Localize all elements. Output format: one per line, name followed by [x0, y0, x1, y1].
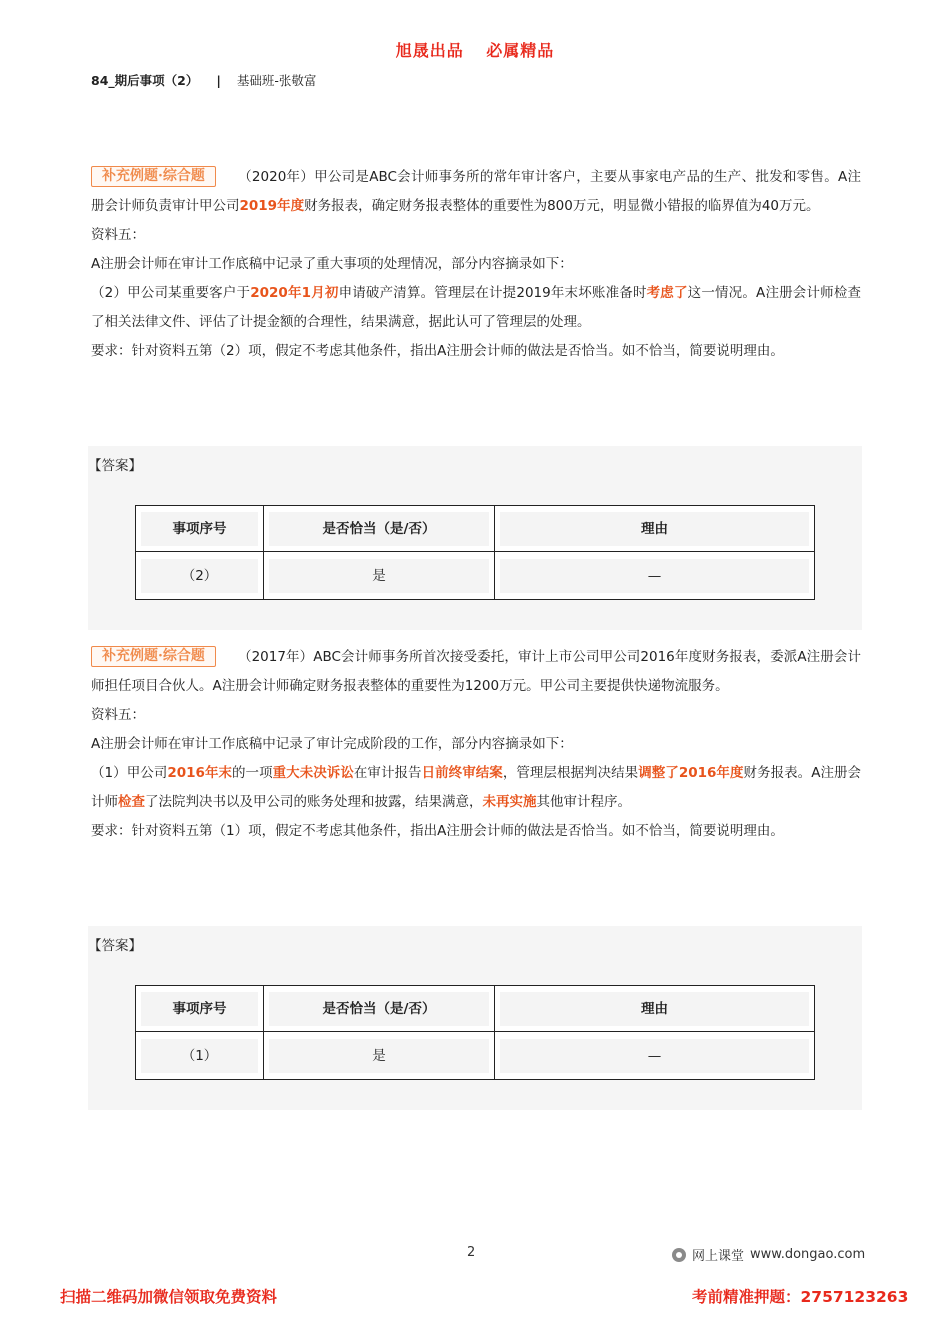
- top-banner: [0, 38, 950, 61]
- header-separator: |: [216, 72, 221, 88]
- table-header-row: [136, 986, 815, 1032]
- promo-right: 考前精准押题：2757123263: [692, 1288, 909, 1306]
- table-cell: —: [495, 552, 815, 600]
- table-cell: （2）: [136, 552, 264, 600]
- q1-material-lead: A注册会计师在审计工作底稿中记录了重大事项的处理情况，部分内容摘录如下：: [91, 256, 573, 272]
- question-1: [91, 163, 861, 366]
- lesson-title: 84_期后事项（2）: [91, 73, 199, 88]
- table-header-cell: 事项序号: [136, 506, 264, 552]
- q1-material-title: 资料五：: [91, 227, 145, 243]
- table-header-cell: 是否恰当（是/否）: [264, 506, 495, 552]
- promo-left: 扫描二维码加微信领取免费资料: [60, 1288, 278, 1306]
- table-header-cell: 理由: [495, 986, 815, 1032]
- q2-requirement: 要求：针对资料五第（1）项，假定不考虑其他条件，指出A注册会计师的做法是否恰当。如不恰当，简要说明理由。: [91, 823, 784, 839]
- q1-answer-label: 【答案】: [88, 458, 142, 474]
- q2-intro: 补充例题·综合题 （2017年）ABC会计师事务所首次接受委托，审计上市公司甲公司2016年度财务报表，委派A注册会计师担任项目合伙人。A注册会计师确定财务报表整体的重要性为1200万元。甲公司主要提供快递物流服务。: [91, 648, 861, 694]
- table-row: [136, 1032, 815, 1080]
- table-cell: 是: [264, 552, 495, 600]
- q2-item: （1）甲公司2016年末的一项重大未决诉讼在审计报告日前终审结案，管理层根据判决结果调整了2016年度财务报表。A注册会计师检查了法院判决书以及甲公司的账务处理和披露，结果满意，未再实施其他审计程序。: [91, 765, 862, 810]
- footer-brand: [672, 1245, 865, 1264]
- question-2: [91, 643, 861, 846]
- q2-answer-table: [135, 985, 815, 1080]
- table-header-row: [136, 506, 815, 552]
- q1-item: （2）甲公司某重要客户于2020年1月初申请破产清算。管理层在计提2019年末坏账准备时考虑了这一情况。A注册会计师检查了相关法律文件、评估了计提金额的合理性，结果满意，据此认可了管理层的处理。: [91, 285, 862, 330]
- table-cell: 是: [264, 1032, 495, 1080]
- q2-material-title: 资料五：: [91, 707, 145, 723]
- q1-intro: 补充例题·综合题 （2020年）甲公司是ABC会计师事务所的常年审计客户，主要从事家电产品的生产、批发和零售。A注册会计师负责审计甲公司2019年度财务报表，确定财务报表整体的重要性为800万元，明显微小错报的临界值为40万元。: [91, 168, 861, 214]
- table-header-cell: 事项序号: [136, 986, 264, 1032]
- dongao-logo-icon: [672, 1248, 686, 1262]
- q2-answer-label: 【答案】: [88, 938, 142, 954]
- table-cell: —: [495, 1032, 815, 1080]
- document-header: [91, 71, 316, 89]
- q2-material-lead: A注册会计师在审计工作底稿中记录了审计完成阶段的工作，部分内容摘录如下：: [91, 736, 573, 752]
- table-header-cell: 理由: [495, 506, 815, 552]
- table-row: [136, 552, 815, 600]
- table-header-cell: 是否恰当（是/否）: [264, 986, 495, 1032]
- q1-requirement: 要求：针对资料五第（2）项，假定不考虑其他条件，指出A注册会计师的做法是否恰当。如不恰当，简要说明理由。: [91, 343, 784, 359]
- brand-name: 网上课堂: [692, 1249, 745, 1264]
- q1-tag: 补充例题·综合题: [91, 166, 216, 187]
- banner-right-text: 必属精品: [486, 41, 555, 60]
- brand-site: www.dongao.com: [750, 1247, 866, 1262]
- lesson-subtitle: 基础班-张敬富: [236, 73, 317, 88]
- q1-answer-table: [135, 505, 815, 600]
- q2-tag: 补充例题·综合题: [91, 646, 216, 667]
- table-cell: （1）: [136, 1032, 264, 1080]
- banner-left-text: 旭晟出品: [395, 41, 464, 60]
- page-number: 2: [467, 1245, 476, 1260]
